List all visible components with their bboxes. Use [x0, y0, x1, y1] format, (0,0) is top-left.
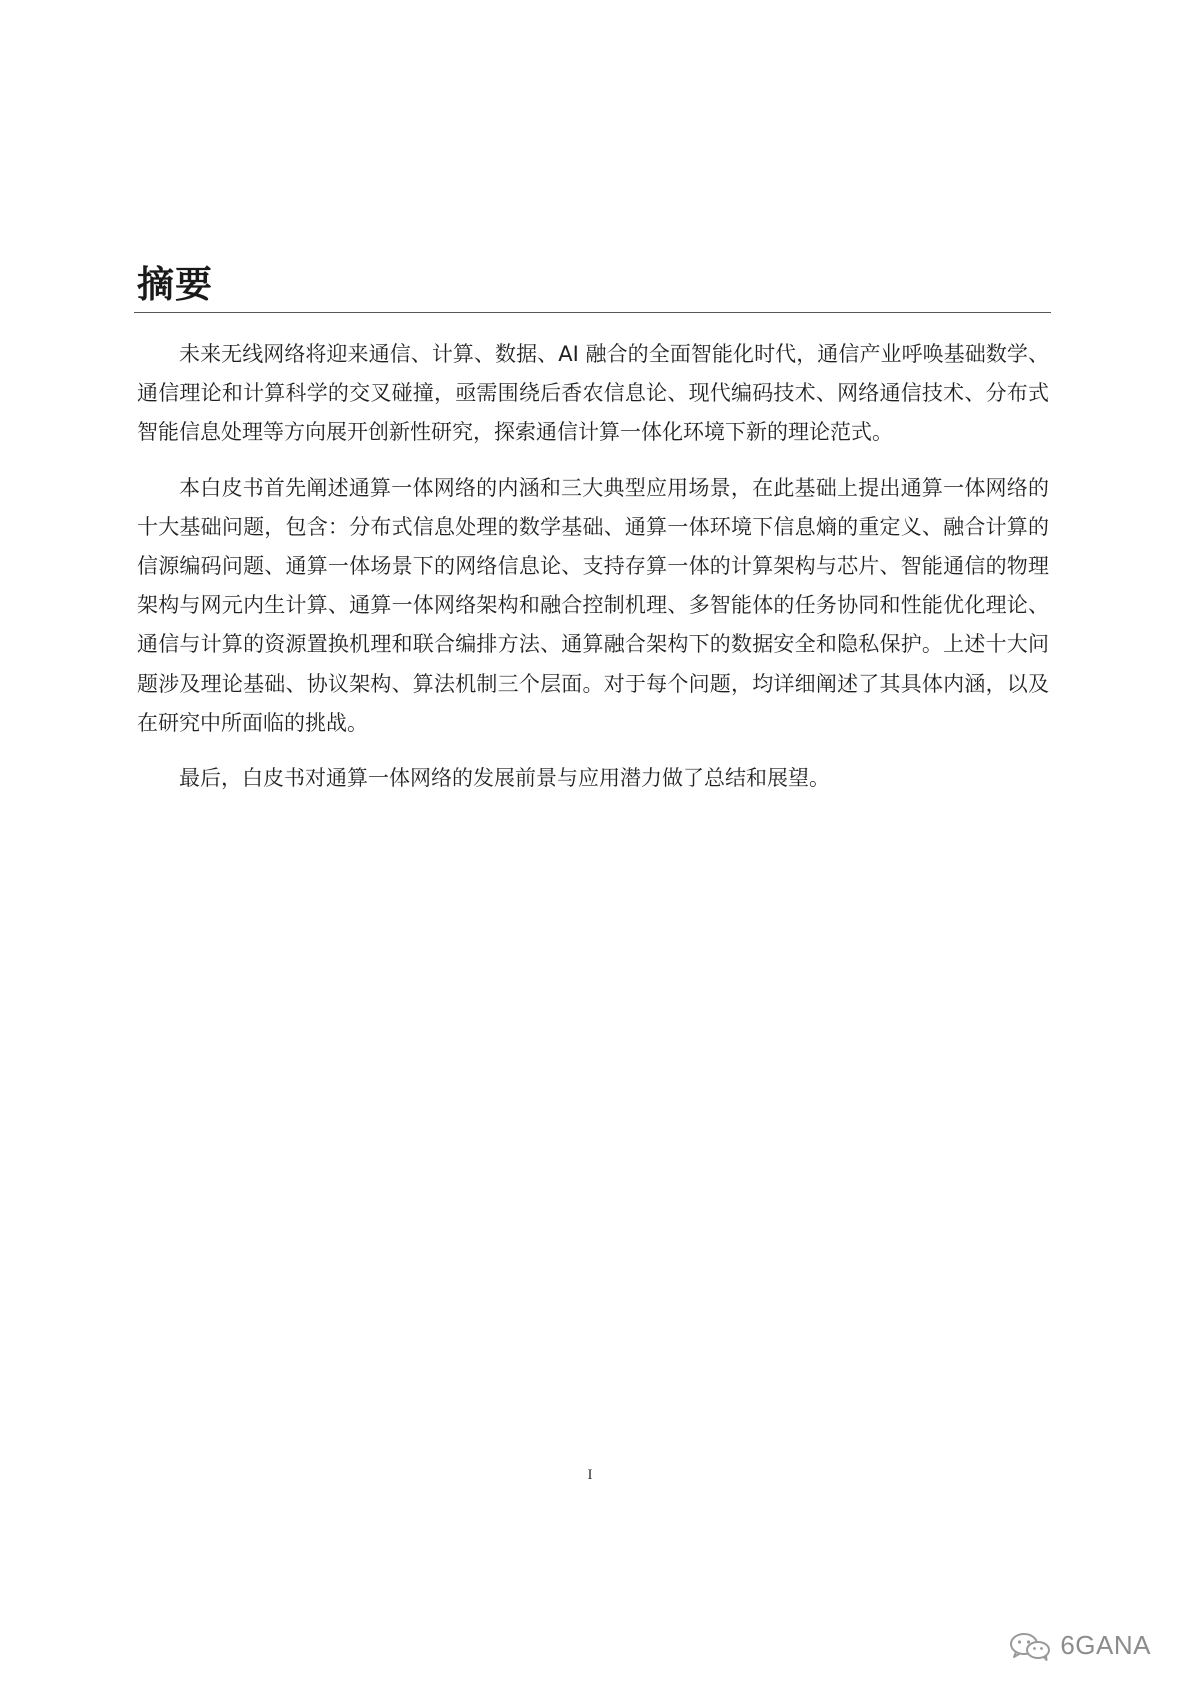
watermark-label: 6GANA: [1060, 1630, 1151, 1660]
abstract-body: [137, 335, 1049, 814]
wechat-icon: [1008, 1631, 1052, 1661]
abstract-paragraph-3: 最后，白皮书对通算一体网络的发展前景与应用潜力做了总结和展望。: [179, 766, 830, 791]
page-number: I: [587, 1467, 593, 1483]
abstract-paragraph-2: 本白皮书首先阐述通算一体网络的内涵和三大典型应用场景，在此基础上提出通算一体网络的十大基础问题，包含：分布式信息处理的数学基础、通算一体环境下信息熵的重定义、融合计算的信源编码问题、通算一体场景下的网络信息论、支持存算一体的计算架构与芯片、智能通信的物理架构与网元内生计算、通算一体网络架构和融合控制机理、多智能体的任务协同和性能优化理论、通信与计算的资源置换机理和联合编排方法、通算融合架构下的数据安全和隐私保护。上述十大问题涉及理论基础、协议架构、算法机制三个层面。对于每个问题，均详细阐述了其具体内涵，以及在研究中所面临的挑战。: [137, 475, 1049, 735]
section-title: 摘要: [137, 263, 213, 306]
title-divider: [134, 312, 1051, 313]
abstract-paragraph-1: 未来无线网络将迎来通信、计算、数据、AI 融合的全面智能化时代，通信产业呼唤基础数学、通信理论和计算科学的交叉碰撞，亟需围绕后香农信息论、现代编码技术、网络通信技术、分布式智能信息处理等方向展开创新性研究，探索通信计算一体化环境下新的理论范式。: [137, 342, 1049, 445]
source-watermark: [1008, 1630, 1151, 1661]
